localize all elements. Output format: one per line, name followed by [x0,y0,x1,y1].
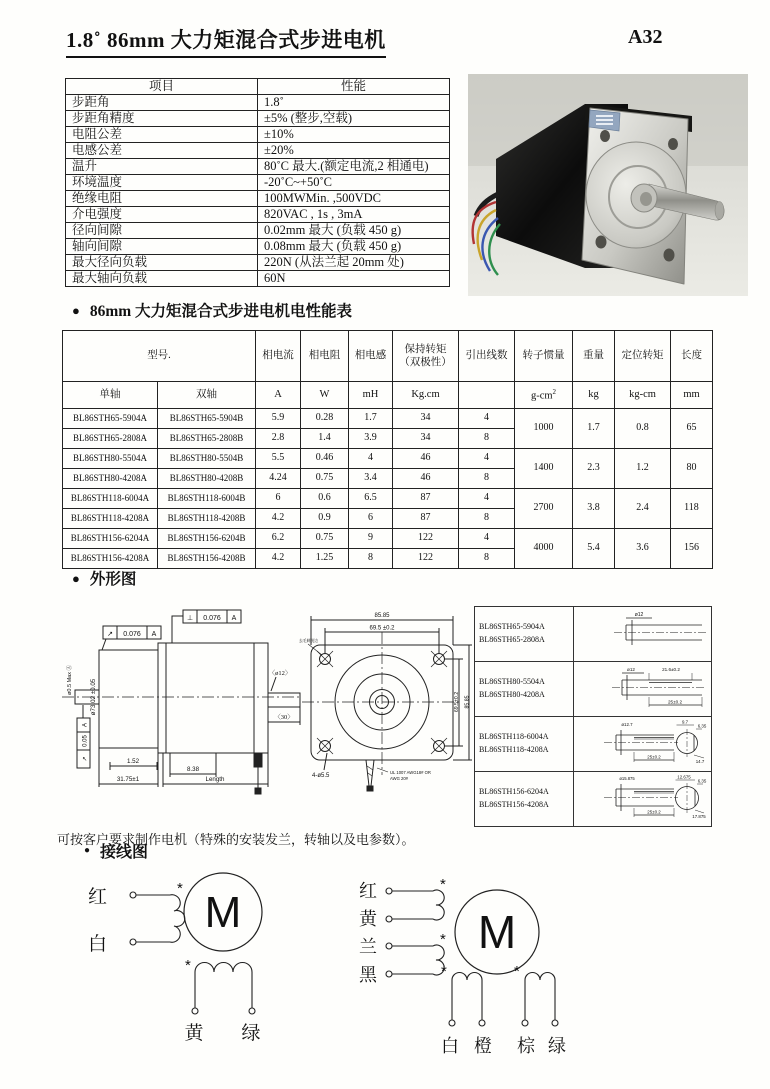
coil-start-mark: * [185,957,191,974]
table-row: BL86STH80-5504A BL86STH80-5504B 5.5 0.46 4 46 4 1400 2.3 1.2 80 [63,449,713,469]
variant-shaft-drawing [573,717,712,772]
coil-start-mark: * [440,876,446,893]
dim-label: 12.675 [676,774,691,780]
table-row: 径向间隙 0.02mm 最大 (负载 450 g) [66,223,450,239]
table-row: 环境温度 -20˚C~+50˚C [66,175,450,191]
dim-label: 4-ø5.5 [312,773,330,779]
page-title: 1.8˚ 86mm 大力矩混合式步进电机 [66,24,386,58]
dim-label: ø15.875 [618,776,635,781]
dim-label: 0.076 [123,631,141,638]
perf-col-model: 型号. [63,331,256,382]
motor-photo-image [468,74,748,296]
perf-units-row: 单轴 双轴 A W mH Kg.cm $g-cm^2$ kg kg-cm mm [63,382,713,409]
table-row: 步距角 1.8˚ [66,95,450,111]
dim-label: ø12.7 [620,722,633,727]
motor-photo [468,74,748,296]
dim-label: 17.875 [691,814,706,819]
bullet-icon: ● [84,844,91,856]
perf-col-inertia: 转子惯量 [515,331,573,382]
variant-models: BL86STH156-6204A BL86STH156-4208A [475,772,574,827]
table-row: 绝缘电阻 100MWMin. ,500VDC [66,191,450,207]
gdt-symbol: ↗ [82,756,89,762]
table-row: BL86STH65-2808A BL86STH65-2808B 2.8 1.4 3.9 34 8 [63,429,713,449]
dim-label: 1.52 [126,758,140,765]
perf-section-heading [72,299,352,321]
wire-label-green: 绿 [548,1036,566,1056]
wire-label-yellow: 黄 [184,1023,204,1044]
spec-table [65,78,450,287]
table-row: BL86STH80-4208A BL86STH80-4208B 4.24 0.75 3.4 46 8 [63,469,713,489]
coil-start-mark: * [441,963,447,980]
wiring-section-title: 接线图 [100,844,149,861]
dim-label: 0.076 [203,615,221,622]
dim-label: 69.5 ±0.2 [369,625,395,632]
dim-label: ø73.02 ±0.05 [90,678,97,716]
perf-col-inductance: 相电感 [349,331,393,382]
wire-label-green: 绿 [241,1023,261,1044]
gdt-datum: A [231,615,237,622]
outline-side-view-drawing [58,598,302,815]
gdt-datum: A [82,722,89,728]
spec-col-item: 项目 [66,79,258,95]
table-row: 介电强度 820VAC , 1s , 3mA [66,207,450,223]
variant-shaft-drawing [573,662,712,717]
dim-label: 14.7 [695,759,704,764]
spec-col-perf: 性能 [258,79,450,95]
perf-section-title: 86mm 大力矩混合式步进电机电性能表 [89,303,353,320]
perf-col-resistance: 相电阻 [301,331,349,382]
unit-gcm2: $g-cm^2$ [515,382,573,409]
perf-col-detent: 定位转矩 [615,331,671,382]
wiring-diagram-8wire [345,862,657,1089]
wire-label-red: 红 [88,887,108,908]
custom-order-note: 可按客户要求制作电机（特殊的安装发兰，转轴以及电参数）。 [57,832,415,847]
table-row: 温升 80˚C 最大.(额定电流,2 相通电) [66,159,450,175]
dim-label: 6.35 [697,778,706,784]
variant-models: BL86STH65-5904A BL86STH65-2808A [475,607,574,662]
dim-label: ø0.5 Max Ⓐ [67,665,73,695]
outline-front-view-drawing [298,598,476,815]
dim-label: 31.75±1 [116,776,140,783]
dim-label: 25±0.2 [667,699,682,705]
dim-label: ø12 [634,612,643,618]
dim-label: 0.05 [82,735,89,747]
perf-col-current: 相电流 [256,331,301,382]
perf-header-row [63,331,713,382]
dim-label: 〈ø12〉 [268,670,292,677]
dim-label: 〈30〉 [274,714,294,721]
gdt-symbol: ⊥ [186,615,194,622]
gdt-symbol: ↗ [107,631,113,638]
variant-shaft-drawing [573,772,712,827]
table-row: 电阻公差 ±10% [66,127,450,143]
dim-label: 69.5±0.2 [454,691,460,713]
variant-shaft-drawing [573,607,712,662]
perf-col-leads: 引出线数 [459,331,515,382]
dim-label: 85.85 [374,613,390,619]
dim-label: 8.38 [186,766,200,773]
table-row: BL86STH65-5904A BL86STH65-5904B 5.9 0.28 1.7 34 4 1000 1.7 0.8 65 [63,409,713,429]
table-row [475,607,712,662]
table-row: BL86STH156-6204A BL86STH156-6204B 6.2 0.75 9 122 4 4000 5.4 3.6 156 [63,529,713,549]
variant-models: BL86STH118-6004A BL86STH118-4208A [475,717,574,772]
table-row: 步距角精度 ±5% (整步,空载) [66,111,450,127]
motor-symbol: M [204,888,242,937]
dim-label: Length [205,776,225,783]
wire-label-yellow: 黄 [359,909,377,929]
table-row: 轴向间隙 0.08mm 最大 (负载 450 g) [66,239,450,255]
wire-label-brown: 棕 [517,1036,535,1056]
corner-note: 去毛刺锐边 [299,639,318,643]
outline-section-heading [72,567,136,589]
dim-label: ø12 [626,667,635,672]
motor-symbol: M [477,906,517,958]
performance-table [62,330,713,569]
table-row: 最大径向负载 220N (从法兰起 20mm 处) [66,255,450,271]
table-row: BL86STH118-4208A BL86STH118-4208B 4.2 0.9 6 87 8 [63,509,713,529]
variant-models: BL86STH80-5504A BL86STH80-4208A [475,662,574,717]
wire-label-red: 红 [359,881,377,901]
cable-note: UL 1007 AWG18# OR [390,770,431,775]
table-row: 最大轴向负载 60N [66,271,450,287]
wire-label-white: 白 [441,1036,459,1056]
wire-label-orange: 橙 [474,1036,492,1056]
table-row [475,772,712,827]
dim-label: 21.6±0.2 [661,667,680,672]
perf-col-length: 长度 [671,331,713,382]
bullet-icon: ● [72,302,80,318]
table-row: BL86STH118-6004A BL86STH118-6004B 6 0.6 6.5 87 4 2700 3.8 2.4 118 [63,489,713,509]
shaft-variants-table [474,606,712,827]
dim-label: 9.7 [681,719,688,725]
dim-label: 25±0.2 [646,754,661,760]
coil-start-mark: * [177,880,183,897]
wire-label-white: 白 [88,934,108,955]
coil-start-mark: * [514,963,520,980]
page-code: A32 [628,26,663,48]
bullet-icon: ● [72,570,80,586]
wiring-section-heading [84,839,148,862]
spec-header-row [66,79,450,95]
dim-label: 85.85 [464,695,471,709]
dim-label: 6.35 [697,723,706,729]
gdt-datum: A [151,631,157,638]
outline-section-title: 外形图 [89,571,137,588]
perf-col-weight: 重量 [573,331,615,382]
table-row: 电感公差 ±20% [66,143,450,159]
cable-note: AWG 20# [390,776,408,781]
dim-label: 25±0.2 [646,809,661,815]
table-row [475,717,712,772]
table-row [475,662,712,717]
wiring-diagram-4wire [70,862,342,1086]
wire-label-blue: 兰 [359,937,377,957]
perf-col-torque: 保持转矩 （双极性） [393,331,459,382]
table-row: BL86STH156-4208A BL86STH156-4208B 4.2 1.25 8 122 8 [63,549,713,569]
wire-label-black: 黑 [359,965,377,985]
coil-start-mark: * [440,931,446,948]
